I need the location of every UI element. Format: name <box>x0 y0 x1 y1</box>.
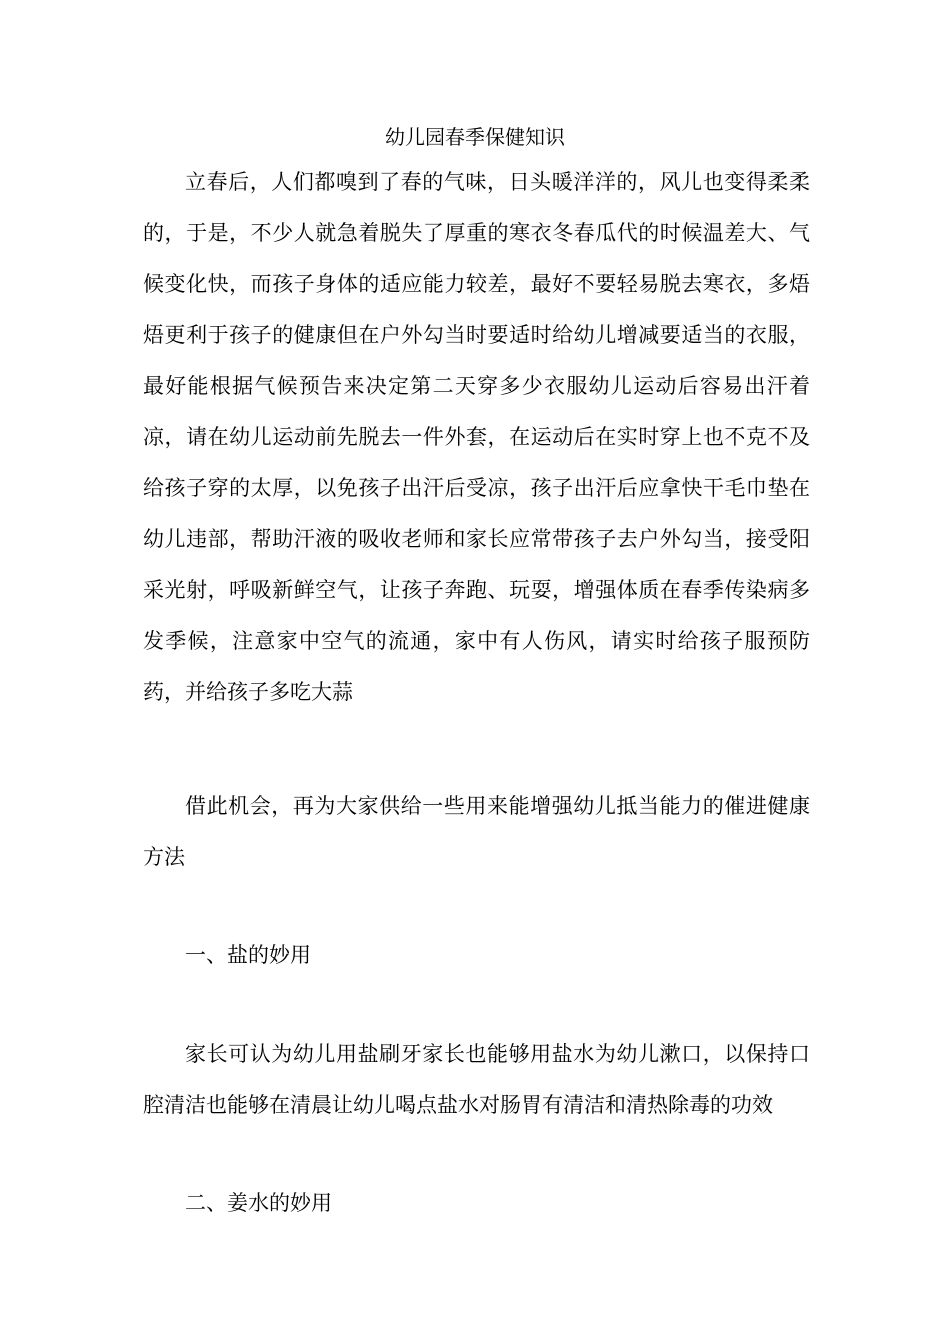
methods-intro-paragraph: 借此机会，再为大家供给一些用来能增强幼儿抵当能力的催进健康方法 <box>143 794 810 869</box>
section-heading-salt: 一、盐的妙用 <box>185 943 311 967</box>
document-title: 幼儿园春季保健知识 <box>385 125 565 149</box>
intro-paragraph: 立春后，人们都嗅到了春的气味，日头暖洋洋的，风儿也变得柔柔的，于是，不少人就急着脱失了厚重的寒衣冬春瓜代的时候温差大、气候变化快，而孩子身体的适应能力较差，最好不要轻易脱去寒衣，多焐焐更利于孩子的健康但在户外勾当时要适时给幼儿增减要适当的衣服，最好能根据气候预告来决定第二天穿多少衣服幼儿运动后容易出汗着凉，请在幼儿运动前先脱去一件外套，在运动后在实时穿上也不克不及给孩子穿的太厚，以免孩子出汗后受凉，孩子出汗后应拿快干毛巾垫在幼儿违部，帮助汗液的吸收老师和家长应常带孩子去户外勾当，接受阳采光射，呼吸新鲜空气，让孩子奔跑、玩耍，增强体质在春季传染病多发季候，注意家中空气的流通，家中有人伤风，请实时给孩子服预防药，并给孩子多吃大蒜 <box>143 170 810 704</box>
section-heading-ginger-water: 二、姜水的妙用 <box>185 1191 332 1215</box>
section-body-salt: 家长可认为幼儿用盐刷牙家长也能够用盐水为幼儿漱口，以保持口腔清洁也能够在清晨让幼儿喝点盐水对肠胃有清洁和清热除毒的功效 <box>143 1042 810 1117</box>
